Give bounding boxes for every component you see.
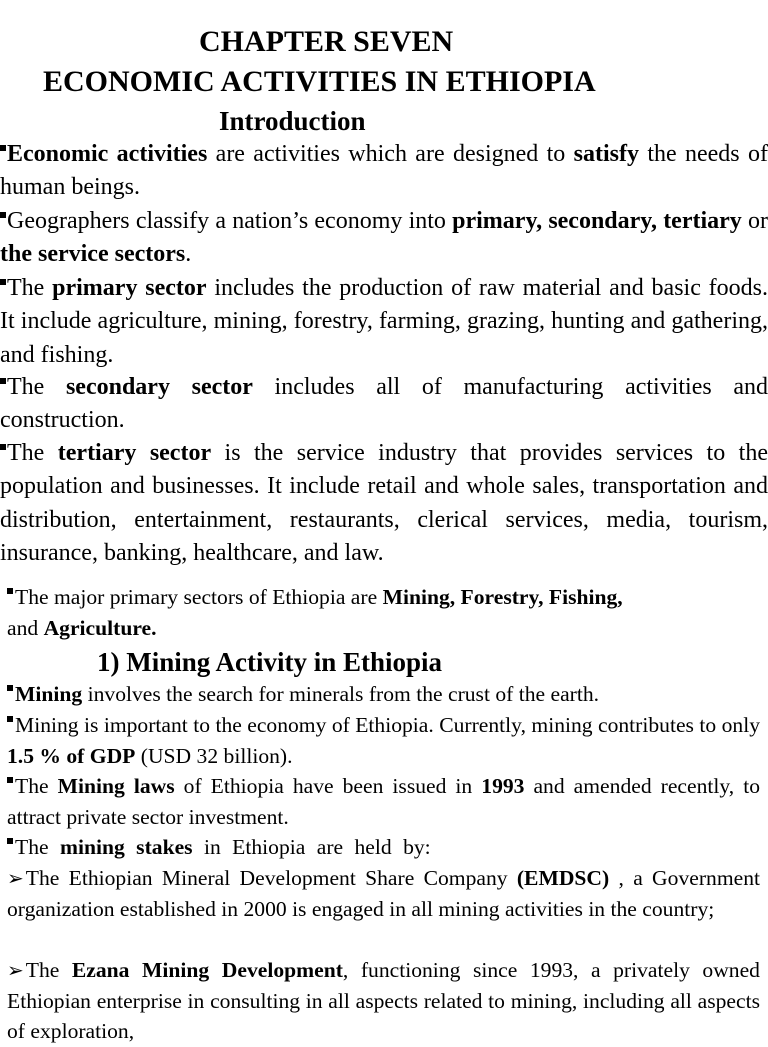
square-bullet-icon (0, 279, 6, 285)
intro-paragraph-5: The tertiary sector is the service industry that provides services to the population and businesses. It include retail and whole sales, transportation and distribution, entertainment, restaurants, clerical services, media, tourism, insurance, banking, healthcare, and law. (0, 440, 768, 566)
primary-sectors-paragraph: The major primary sectors of Ethiopia are Mining, Forestry, Fishing, and Agriculture. (7, 585, 623, 640)
arrow-bullet-icon: ➢ (7, 958, 24, 982)
intro-paragraph-4: The secondary sector includes all of manufacturing activities and construction. (0, 374, 768, 434)
chapter-number: CHAPTER SEVEN (199, 25, 454, 58)
mining-paragraph-2: Mining is important to the economy of Ethiopia. Currently, mining contributes to only 1.5 % of GDP (USD 32 billion). (7, 713, 760, 768)
mining-paragraph-1: Mining involves the search for minerals from the crust of the earth. (7, 679, 760, 710)
section-heading: Introduction (219, 106, 366, 136)
intro-paragraph-3: The primary sector includes the production of raw material and basic foods. It include agriculture, mining, forestry, farming, grazing, hunting and gathering, and fishing. (0, 275, 768, 368)
mining-paragraph-5: ➢The Ethiopian Mineral Development Share Company (EMDSC) , a Government organization established in 2000 is engaged in all mining activities in the country; (7, 866, 760, 921)
mining-paragraph-4: The mining stakes in Ethiopia are held by: (7, 832, 760, 863)
square-bullet-icon (0, 212, 6, 218)
intro-paragraph-1: Economic activities are activities which are designed to satisfy the needs of human beings. (0, 141, 768, 201)
intro-paragraph-2: Geographers classify a nation’s economy into primary, secondary, tertiary or the service sectors. (0, 208, 768, 268)
square-bullet-icon (0, 444, 6, 450)
square-bullet-icon (0, 378, 6, 384)
mining-heading: 1) Mining Activity in Ethiopia (97, 647, 443, 677)
mining-paragraph-6: ➢The Ezana Mining Development, functioning since 1993, a privately owned Ethiopian enterprise in consulting in all aspects related to mining, including all aspects of exploration, (7, 958, 760, 1043)
mining-paragraph-3: The Mining laws of Ethiopia have been issued in 1993 and amended recently, to attract private sector investment. (7, 774, 760, 829)
arrow-bullet-icon: ➢ (7, 866, 24, 890)
square-bullet-icon (7, 777, 13, 783)
square-bullet-icon (7, 588, 13, 594)
square-bullet-icon (0, 145, 6, 151)
chapter-title: ECONOMIC ACTIVITIES IN ETHIOPIA (43, 65, 596, 98)
square-bullet-icon (7, 838, 13, 844)
square-bullet-icon (7, 716, 13, 722)
square-bullet-icon (7, 685, 13, 691)
